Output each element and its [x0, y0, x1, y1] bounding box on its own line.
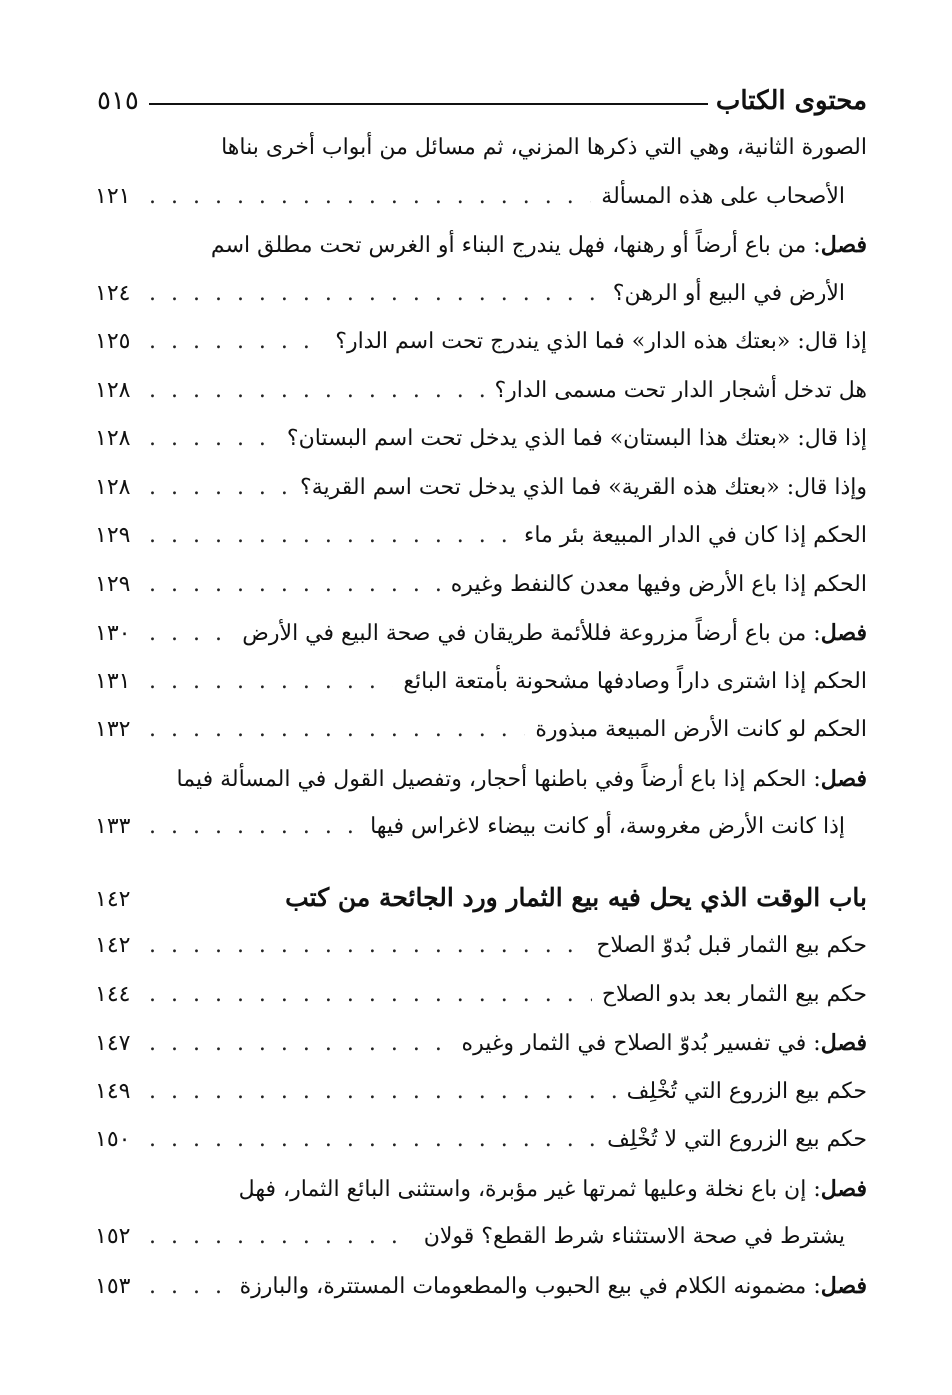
- toc-entry: [95, 658, 867, 707]
- dot-leader: [149, 1020, 452, 1069]
- toc-entries-second: [95, 922, 867, 1310]
- toc-entry-line: [95, 706, 867, 755]
- dot-leader: [149, 658, 393, 707]
- toc-entry-text: [627, 1068, 867, 1117]
- toc-entry-line: [95, 221, 867, 270]
- toc-entry-line: [95, 1165, 867, 1214]
- toc-entry-text: [607, 1116, 867, 1165]
- toc-entry-title: الحكم لو كانت الأرض المبيعة مبذورة: [535, 717, 867, 742]
- section-label: فصل: [820, 1272, 867, 1299]
- toc-entry-title: حكم بيع الزروع التي تُخْلِف: [626, 1078, 867, 1104]
- toc-page-number: ١٢٨: [95, 426, 131, 451]
- toc-entry: [95, 1262, 867, 1311]
- toc-entry-text: [300, 464, 867, 513]
- toc-entry: [95, 464, 867, 513]
- dot-leader: [149, 512, 514, 561]
- toc-entry-title: : من باع أرضاً أو رهنها، فهل يندرج البناء أو الغرس تحت مطلق اسم: [210, 233, 821, 258]
- toc-entry: [95, 706, 867, 755]
- toc-entry-text: [403, 658, 867, 707]
- toc-page-number: ١٢٥: [95, 329, 131, 354]
- dot-leader: [149, 318, 325, 367]
- toc-entry-line: [95, 658, 867, 707]
- toc-entry: [95, 561, 867, 610]
- dot-leader: [149, 561, 441, 610]
- toc-entry: [95, 367, 867, 416]
- toc-entry-text: [451, 561, 867, 610]
- toc-page-number: ١٣٢: [95, 717, 131, 742]
- toc-entry-text: [462, 1019, 867, 1069]
- toc-entry-line: [95, 755, 867, 804]
- section-label: فصل: [820, 1175, 867, 1202]
- toc-entry-line: [95, 561, 867, 610]
- toc-entry-text: [211, 221, 867, 271]
- toc-entry-text: [524, 512, 867, 561]
- toc-page-number: ١٣١: [95, 668, 131, 694]
- dot-leader: [149, 1068, 617, 1117]
- toc-entry-title: : مضمونه الكلام في بيع الحبوب والمطعومات المستترة، والبارزة: [239, 1273, 821, 1299]
- toc-page-number: ١٢٨: [95, 377, 131, 403]
- toc-entry-text: [613, 270, 845, 319]
- toc-entry-line: [95, 803, 867, 852]
- dot-leader: [149, 270, 603, 319]
- toc-entry-text: [495, 367, 868, 416]
- dot-leader: [149, 610, 232, 659]
- section-label: فصل: [820, 620, 867, 646]
- toc-entry-title: الحكم إذا اشترى داراً وصادفها مشحونة بأمتعة البائع: [403, 668, 867, 694]
- toc-entry: [95, 124, 867, 221]
- toc-entry-title: الحكم إذا كان في الدار المبيعة بئر ماء: [523, 523, 867, 548]
- toc-entry-text: [221, 124, 867, 173]
- section-label: فصل: [820, 1030, 867, 1056]
- toc-entry-line: [95, 512, 867, 561]
- toc-entry-text: [370, 803, 845, 852]
- toc-entry-title: حكم بيع الثمار بعد بدو الصلاح: [601, 981, 867, 1007]
- toc-entry-title: يشترط في صحة الاستثناء شرط القطع؟ قولان: [423, 1224, 845, 1249]
- dot-leader: [149, 803, 360, 852]
- toc-entry-title: إذا قال: «بعتك هذا البستان» فما الذي يدخل تحت اسم البستان؟: [286, 426, 867, 451]
- toc-entry-line: [95, 1068, 867, 1117]
- dot-leader: [149, 971, 592, 1020]
- toc-entry-text: [601, 173, 845, 222]
- toc-entry-text: [596, 922, 867, 971]
- toc-entry: [95, 318, 867, 367]
- dot-leader: [149, 1263, 230, 1312]
- toc-page-number: ١٤٢: [95, 933, 131, 958]
- toc-entry: [95, 415, 867, 464]
- toc-entries-first: [95, 124, 867, 852]
- chapter-page-number: ١٤٢: [95, 886, 131, 912]
- toc-entry-line: [95, 1262, 867, 1311]
- header-rule: [149, 103, 708, 105]
- toc-entry-text: [287, 415, 867, 464]
- chapter-heading-row: [95, 874, 867, 923]
- toc-entry-title: وإذا قال: «بعتك هذه القرية» فما الذي يدخل تحت اسم القرية؟: [300, 474, 867, 500]
- toc-entry: [95, 971, 867, 1020]
- running-header: [95, 78, 867, 124]
- chapter-title: باب الوقت الذي يحل فيه بيع الثمار ورد الجائحة من كتب: [285, 882, 867, 912]
- toc-page-number: ١٤٤: [95, 981, 131, 1007]
- toc-entry-title: إذا قال: «بعتك هذه الدار» فما الذي يندرج تحت اسم الدار؟: [335, 329, 867, 354]
- toc-page-number: ١٥٣: [95, 1273, 131, 1299]
- toc-entry-line: [95, 318, 867, 367]
- toc-page-number: ١٢٨: [95, 474, 131, 500]
- toc-entry-title: الأصحاب على هذه المسألة: [601, 183, 845, 209]
- running-title: محتوى الكتاب: [715, 86, 867, 116]
- toc-entry: [95, 1116, 867, 1165]
- toc-entry-line: [95, 922, 867, 971]
- toc-entry-title: : الحكم إذا باع أرضاً وفي باطنها أحجار، وتفصيل القول في المسألة فيما: [176, 766, 821, 792]
- toc-entry: [95, 512, 867, 561]
- toc-entry: [95, 609, 867, 658]
- dot-leader: [149, 367, 485, 416]
- toc-entry-line: [95, 415, 867, 464]
- toc-page-number: ١٢٤: [95, 280, 131, 306]
- toc-entry-text: [535, 706, 867, 755]
- toc-entry-line: [95, 1019, 867, 1068]
- dot-leader: [149, 415, 277, 464]
- toc-entry-text: [242, 609, 867, 659]
- dot-leader: [149, 706, 525, 755]
- section-label: فصل: [820, 232, 867, 258]
- toc-entry-title: حكم بيع الزروع التي لا تُخْلِف: [607, 1127, 867, 1152]
- toc-entry-title: : في تفسير بُدوّ الصلاح في الثمار وغيره: [461, 1031, 821, 1056]
- dot-leader: [149, 922, 586, 971]
- toc-entry: [95, 1019, 867, 1068]
- toc-entry-text: [240, 1262, 867, 1312]
- toc-entry-line: [95, 173, 867, 222]
- toc-entry: [95, 755, 867, 852]
- dot-leader: [149, 173, 591, 222]
- toc-entry-text: [239, 1165, 867, 1215]
- toc-page: [95, 78, 867, 1310]
- toc-entry-text: [335, 318, 867, 367]
- toc-entry-line: [95, 124, 867, 173]
- toc-page-number: ١٣٣: [95, 814, 131, 839]
- page-number: ٥١٥: [97, 86, 139, 116]
- toc-entry-title: الحكم إذا باع الأرض وفيها معدن كالنفط وغيره: [450, 571, 867, 597]
- toc-page-number: ١٥٢: [95, 1224, 131, 1249]
- toc-entry-text: [424, 1213, 845, 1262]
- toc-entry-text: [177, 755, 867, 805]
- dot-leader: [149, 464, 290, 513]
- toc-entry: [95, 221, 867, 318]
- toc-entry-title: الأرض في البيع أو الرهن؟: [612, 280, 845, 306]
- toc-entry-line: [95, 367, 867, 416]
- toc-entry-title: الصورة الثانية، وهي التي ذكرها المزني، ثم مسائل من أبواب أخرى بناها: [221, 135, 867, 160]
- toc-entry-title: : إن باع نخلة وعليها ثمرتها غير مؤبرة، واستثنى البائع الثمار، فهل: [238, 1176, 821, 1202]
- toc-entry-title: إذا كانت الأرض مغروسة، أو كانت بيضاء لاغراس فيها: [370, 814, 845, 839]
- toc-entry-line: [95, 1116, 867, 1165]
- toc-page-number: ١٥٠: [95, 1127, 131, 1152]
- toc-entry-line: [95, 464, 867, 513]
- section-label: فصل: [820, 765, 867, 792]
- toc-entry-line: [95, 971, 867, 1020]
- toc-entry-title: حكم بيع الثمار قبل بُدوّ الصلاح: [596, 933, 867, 958]
- toc-entry: [95, 1068, 867, 1117]
- toc-entry: [95, 1165, 867, 1262]
- toc-page-number: ١٤٧: [95, 1031, 131, 1056]
- toc-entry-line: [95, 270, 867, 319]
- toc-page-number: ١٢٩: [95, 571, 131, 597]
- toc-entry-line: [95, 1213, 867, 1262]
- toc-entry-line: [95, 609, 867, 658]
- toc-page-number: ١٢١: [95, 183, 131, 209]
- toc-entry-text: [602, 971, 867, 1020]
- toc-entry-title: هل تدخل أشجار الدار تحت مسمى الدار؟: [494, 377, 867, 403]
- toc-entry: [95, 922, 867, 971]
- toc-page-number: ١٣٠: [95, 621, 131, 646]
- dot-leader: [149, 1213, 414, 1262]
- dot-leader: [149, 1116, 597, 1165]
- toc-page-number: ١٢٩: [95, 523, 131, 548]
- toc-page-number: ١٤٩: [95, 1078, 131, 1104]
- toc-entry-title: : من باع أرضاً مزروعة فللأئمة طريقان في صحة البيع في الأرض: [242, 621, 821, 646]
